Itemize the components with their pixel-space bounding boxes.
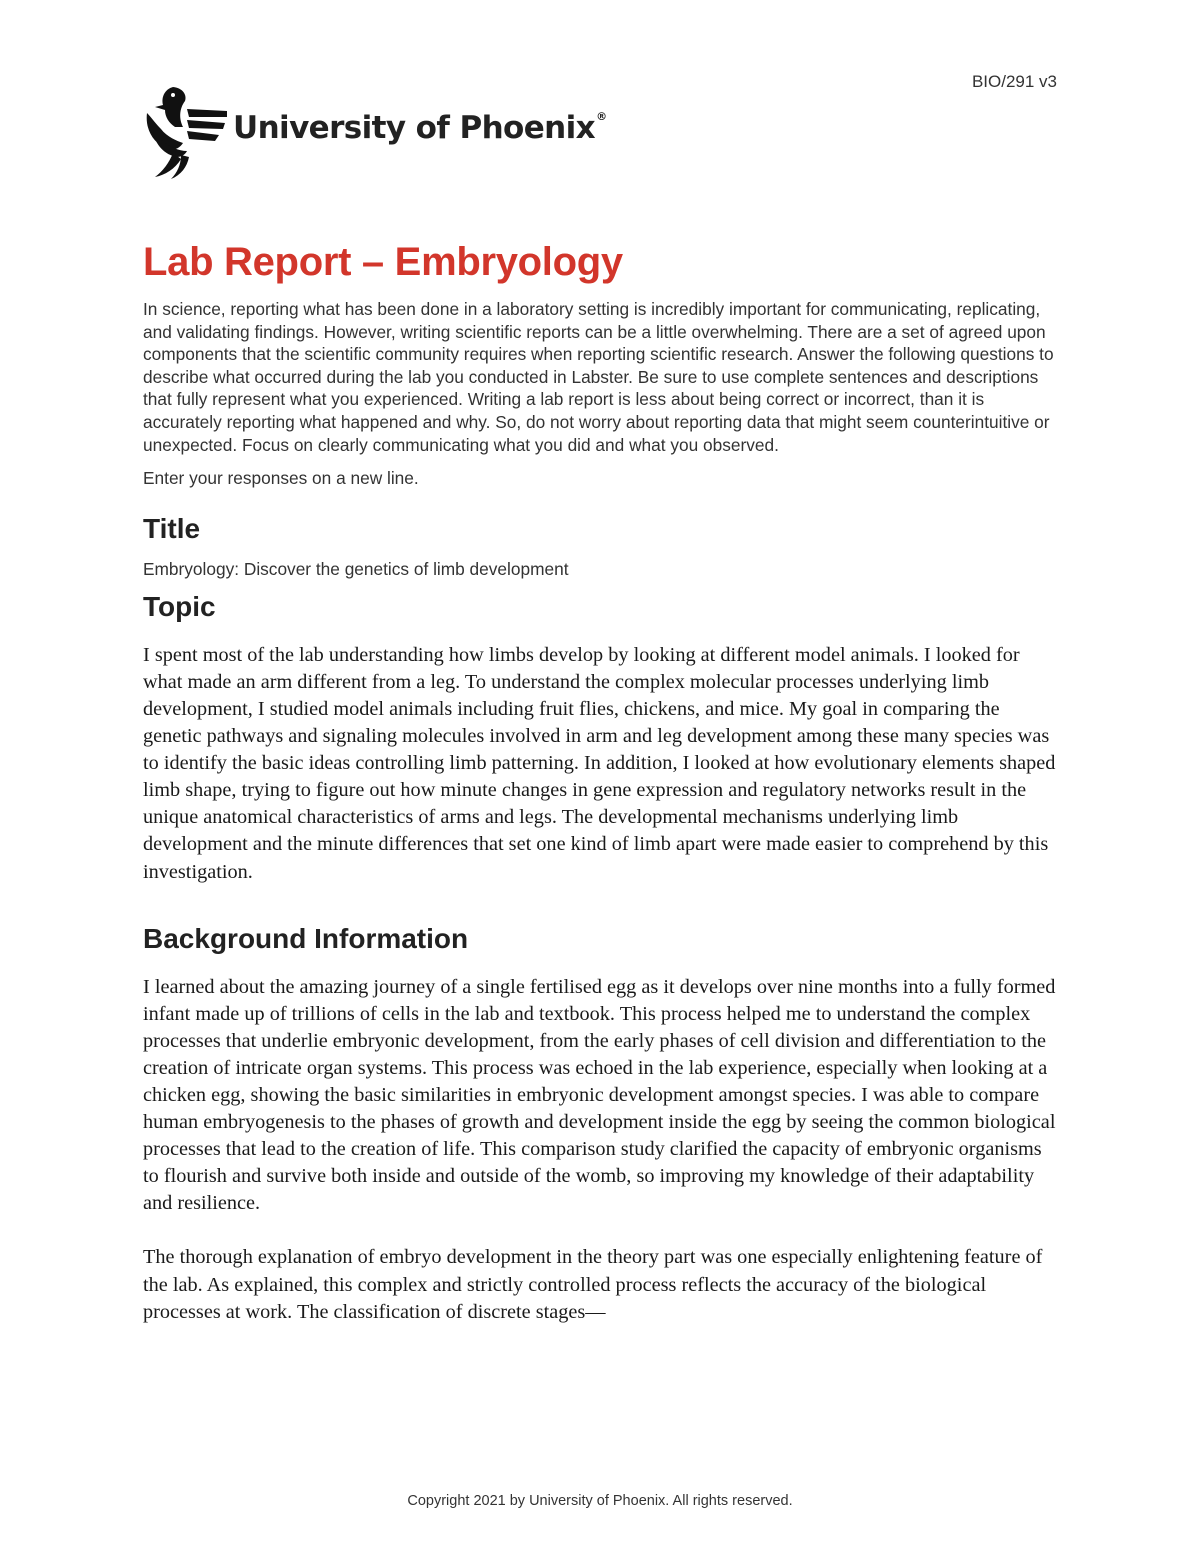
document-code: BIO/291 v3	[971, 72, 1057, 91]
intro-paragraph: In science, reporting what has been done in a laboratory setting is incredibly important for communicating, replicating, and validating findings. However, writing scientific reports can be a little overwhelming. There are a set of agreed upon components that the scientific community requires when reporting scientific research. Answer the following questions to describe what occurred during the lab you conducted in Labster. Be sure to use complete sentences and descriptions that fully represent what you experienced. Writing a lab report is less about being correct or incorrect, than it is accurately reporting what happened and why. So, do not worry about reporting data that might seem counterintuitive or unexpected. Focus on clearly communicating what you did and what you observed.	[143, 299, 1054, 455]
section-heading-topic: Topic	[143, 590, 216, 622]
copyright-footer: Copyright 2021 by University of Phoenix. All rights reserved.	[407, 1493, 793, 1509]
instruction-text: Enter your responses on a new line.	[143, 468, 419, 489]
background-paragraph: I learned about the amazing journey of a single fertilised egg as it develops over nine months into a fully formed infant made up of trillions of cells in the lab and textbook. This process helped me to understand the complex processes that underlie embryonic development, from the early phases of cell division and differentiation to the creation of intricate organ systems. This process was echoed in the lab experience, especially when looking at a chicken egg, showing the basic similarities in embryonic development amongst species. I was able to compare human embryogenesis to the phases of growth and development inside the egg by seeing the common biological processes that lead to the creation of life. This comparison study clarified the capacity of embryonic organisms to flourish and survive both inside and outside of the womb, so improving my knowledge of their adaptability and resilience.	[143, 975, 1056, 1215]
title-answer: Embryology: Discover the genetics of limb development	[143, 558, 569, 579]
topic-answer: I spent most of the lab understanding how limbs develop by looking at different model animals. I looked for what made an arm different from a leg. To understand the complex molecular processes underlying limb development, I studied model animals including fruit flies, chickens, and mice. My goal in comparing the genetic pathways and signaling molecules involved in arm and leg development among these many species was to identify the basic ideas controlling limb patterning. In addition, I looked at how evolutionary elements shaped limb shape, trying to figure out how minute changes in gene expression and regulatory networks result in the unique anatomical characteristics of arms and legs. The developmental mechanisms underlying limb development and the minute differences that set one kind of limb apart were made easier to comprehend by this investigation.	[143, 643, 1056, 883]
document-title: Lab Report – Embryology	[143, 240, 623, 284]
background-paragraph: The thorough explanation of embryo development in the theory part was one especially enlightening feature of the lab. As explained, this complex and strictly controlled process reflects the accuracy of the biological processes at work. The classification of discrete stages—	[143, 1246, 1043, 1323]
section-heading-background: Background Information	[143, 922, 469, 954]
registered-mark: ®	[596, 110, 607, 123]
section-heading-title: Title	[143, 512, 201, 544]
phoenix-bird-icon	[143, 83, 227, 179]
university-logo	[143, 83, 606, 179]
document-body	[143, 236, 1061, 1326]
logo-text: University of Phoenix®	[233, 110, 607, 146]
